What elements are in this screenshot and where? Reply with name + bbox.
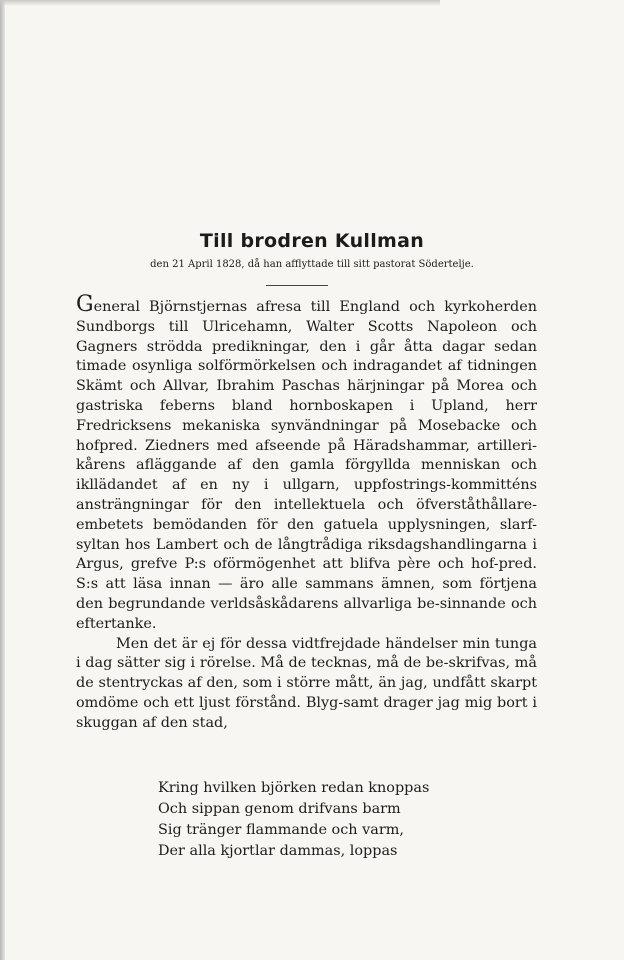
initial-letter: G: [76, 292, 94, 317]
paragraph-1: [76, 292, 537, 635]
paragraph-1-text: eneral Björnstjernas afresa till England och kyrkoherden Sundborgs till Ulricehamn, Walter Scotts Napoleon och Gagners strödda predikningar, den i går åtta dagar sedan timade osynliga solförmörkelsen och indragandet af tidningen Skämt och Allvar, Ibrahim Paschas härjningar på Morea och gastriska feberns bland hornboskapen i Upland, herr Fredricksens mekaniska synvändningar på Mosebacke och hofpred. Ziedners med afseende på Häradshammar, artilleri-kårens afläggande af den gamla förgyllda menniskan och ikllädandet af en ny i ullgarn, uppfostrings-kommitténs ansträngningar för den intellektuela och öfverståthållare-embetets bemödanden för den gatuela upplysningen, slarf-syltan hos Lambert och de långtrådiga riksdagshandlingarna i Argus, grefve P:s oförmögenhet att blifva père och hof-pred. S:s att läsa innan — äro alle sammans ämnen, som förtjena den begrundande verldsåskådarens allvarliga be-sinnande och eftertanke.: [76, 299, 537, 632]
body-text: [76, 292, 537, 734]
verse-line-3: Sig tränger flammande och varm,: [158, 822, 404, 838]
verse-line-2: Och sippan genom drifvans barm: [158, 801, 401, 817]
verse-line-1: Kring hvilken björken redan knoppas: [158, 780, 430, 796]
paragraph-2: Men det är ej för dessa vidtfrejdade händelser min tunga i dag sätter sig i rörelse. Må de tecknas, må de be-skrifvas, må de stentryckas af den, som i större mått, än jag, undfått skarpt omdöme och ett ljust förstånd. Blyg-samt drager jag mig bort i skuggan af den stad,: [76, 635, 537, 731]
page-left-edge: [0, 0, 5, 960]
poem-title: Till brodren Kullman: [199, 230, 425, 252]
verse-block: [158, 778, 429, 862]
title-divider: [266, 285, 328, 286]
poem-subtitle: den 21 April 1828, då han afflyttade till sitt pastorat Södertelje.: [150, 259, 474, 270]
verse-line-4: Der alla kjortlar dammas, loppas: [158, 843, 398, 859]
page-top-edge: [0, 0, 440, 6]
